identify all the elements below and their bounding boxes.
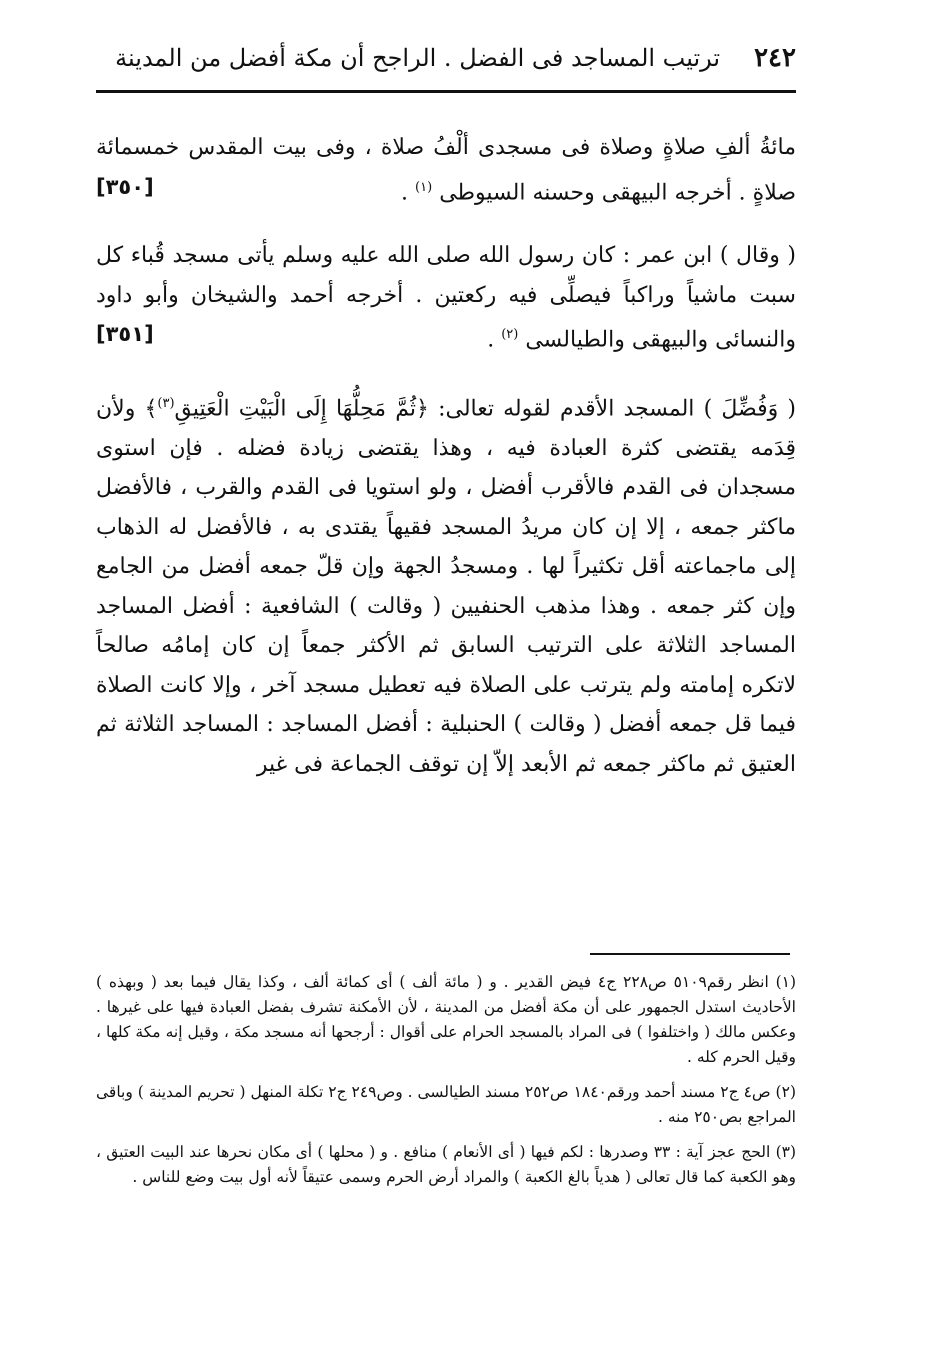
footnotes	[96, 970, 796, 1200]
footnote-mark-1: (١)	[415, 179, 433, 195]
page-header	[96, 28, 796, 88]
paragraph-3	[96, 384, 796, 784]
footnote-3: (٣) الحج عجز آية : ٣٣ وصدرها : لكم فيها ( أى الأنعام ) منافع . و ( محلها ) أى مكان نحرها عند البيت العتيق ، وهو الكعبة كما قال تعالى ( هدياً بالغ الكعبة ) والمراد أرض الحرم وسمى عتيقاً لأنه أول بيت وضع للناس .	[96, 1143, 797, 1186]
paragraph-1-text: مائةُ ألفِ صلاةٍ وصلاة فى مسجدى ألْفُ صلاة ، وفى بيت المقدس خمسمائة صلاةٍ . أخرجه البيهقى وحسنه السيوطى	[96, 135, 796, 205]
main-text	[96, 128, 796, 784]
paragraph-3-text-b: ﴾ ولأن قِدَمه يقتضى كثرة العبادة فيه ، وهذا يقتضى زيادة فضله . فإن استوى مسجدان فى القدم فالأقرب أفضل ، ولو استويا فى القدم والقرب ، فالأفضل ماكثر جمعه ، إلا إن كان مريدُ المسجد فقيهاً يقتدى به ، فالأفضل له الذهاب إلى ماجماعته أقل تكثيراً لها . ومسجدُ الجهة وإن قلّ جمعه أفضل من الجامع وإن كثر جمعه . وهذا مذهب الحنفيين ( وقالت ) الشافعية : أفضل المساجد المساجد الثلاثة على الترتيب السابق ثم الأكثر جمعاً إن كان إمامُه صالحاً لاتكره إمامته ولم يترتب على الصلاة فيه تعطيل مسجد آخر ، وإلا كانت الصلاة فيما قل جمعه أفضل ( وقالت ) الحنبلية : أفضل المساجد : المساجد الثلاثة ثم العتيق ثم ماكثر جمعه ثم الأبعد إلاّ إن توقف الجماعة فى غير	[96, 396, 796, 777]
header-rule	[96, 90, 796, 93]
paragraph-2-end: .	[487, 327, 495, 353]
hadith-number-350: [٣٥٠]	[96, 174, 154, 199]
paragraph-1-end: .	[401, 179, 409, 205]
running-title: ترتيب المساجد فى الفضل . الراجح أن مكة أفضل من المدينة	[115, 44, 721, 72]
paragraph-1	[96, 128, 796, 212]
footnote-1: (١) انظر رقم٥١٠٩ ص٢٢٨ ج٤ فيض القدير . و ( مائة ألف ) أى كمائة ألف ، وكذا يقال فيما بعد ( وبهذه ) الأحاديث استدل الجمهور على أن مكة أفضل من المدينة ، لأن الأمكنة تشرف بفضل العبادة فيها على غيرها . وعكس مالك ( واختلفوا ) فى المراد بالمسجد الحرام على أقوال : أرجحها أنه مسجد مكة ، وقيل إنه مكة كلها ، وقيل الحرم كله .	[96, 973, 797, 1066]
paragraph-2	[96, 236, 796, 360]
footnote-mark-2: (٢)	[501, 327, 519, 343]
footnote-mark-3: (٣)	[157, 396, 175, 412]
footnote-2: (٢) ص٤ ج٢ مسند أحمد ورقم١٨٤٠ ص٢٥٢ مسند الطيالسى . وص٢٤٩ ج٢ تكلة المنهل ( تحريم المدينة ) وباقى المراجع بص٢٥٠ منه .	[96, 1083, 796, 1126]
footnote-rule	[590, 953, 790, 955]
paragraph-3-text-a: ( وَفُضِّلَ ) المسجد الأقدم لقوله تعالى: ﴿ثُمَّ مَحِلُّهَا إِلَى الْبَيْتِ الْعَتِيقِ	[174, 396, 796, 422]
page-number: ٢٤٢	[754, 43, 796, 73]
hadith-number-351: [٣٥١]	[96, 322, 154, 347]
paragraph-2-text: ( وقال ) ابن عمر : كان رسول الله صلى الله عليه وسلم يأتى مسجد قُباء كل سبت ماشياً وراكباً فيصلِّى فيه ركعتين . أخرجه أحمد والشيخان وأبو داود والنسائى والبيهقى والطيالسى	[96, 243, 796, 353]
